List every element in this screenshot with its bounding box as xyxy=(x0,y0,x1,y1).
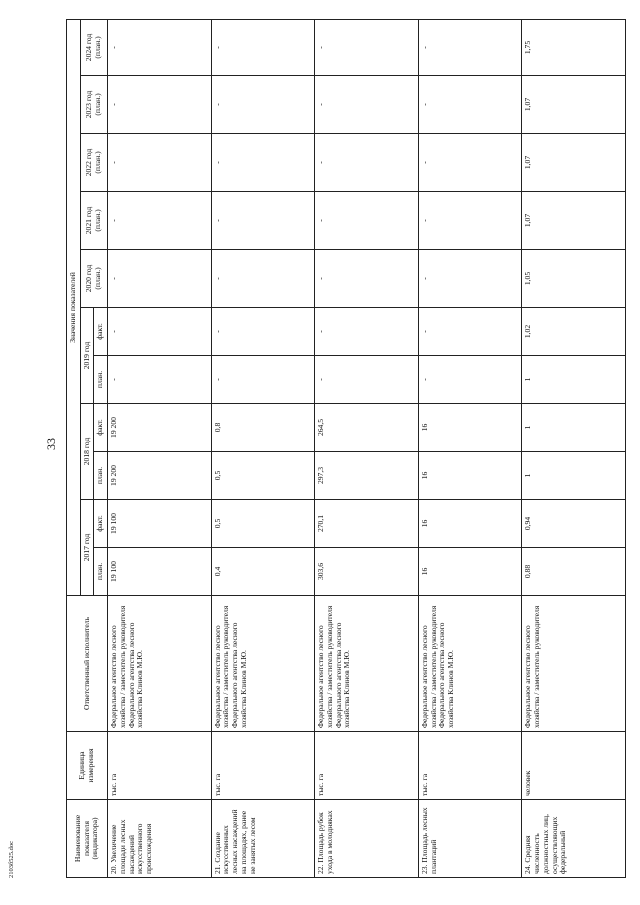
table-row xyxy=(211,19,315,877)
value-cell-v2020: - xyxy=(211,250,315,308)
unit-cell: тыс. га xyxy=(315,732,419,800)
header-2017-fact: факт. xyxy=(94,500,108,548)
responsible-cell: Федеральное агентство лесного хозяйства / заместитель руководителя Федерального агентства лесного хозяйства Клинов М.Ю. xyxy=(108,596,212,732)
responsible-cell: Федеральное агентство лесного хозяйства / заместитель руководителя Федерального агентства лесного хозяйства Клинов М.Ю. xyxy=(418,596,522,732)
value-cell-p2019: - xyxy=(418,356,522,404)
value-cell-v2024: 1,75 xyxy=(522,19,626,75)
value-cell-v2024: - xyxy=(211,19,315,75)
header-2024: 2024 год (план.) xyxy=(80,19,107,75)
value-cell-v2021: - xyxy=(211,192,315,250)
value-cell-v2020: - xyxy=(108,250,212,308)
indicator-name-cell xyxy=(418,800,522,878)
value-cell-f2018: 1 xyxy=(522,404,626,452)
unit-cell: человек xyxy=(522,732,626,800)
footer-filename: 2103б525.doc xyxy=(8,840,15,878)
indicator-name-cell xyxy=(108,800,212,878)
value-cell-v2023: - xyxy=(315,76,419,134)
value-cell-f2019: - xyxy=(418,308,522,356)
value-cell-v2022: - xyxy=(418,134,522,192)
header-responsible: Ответственный исполнитель xyxy=(67,596,108,732)
table-row xyxy=(522,19,626,877)
value-cell-p2017: 16 xyxy=(418,548,522,596)
header-2019-plan: план. xyxy=(94,356,108,404)
value-cell-f2019: - xyxy=(211,308,315,356)
row-number: 23. xyxy=(419,864,429,874)
header-2017: 2017 год xyxy=(80,500,94,596)
table-row xyxy=(418,19,522,877)
value-cell-v2024: - xyxy=(418,19,522,75)
value-cell-v2020: 1,05 xyxy=(522,250,626,308)
value-cell-v2020: - xyxy=(418,250,522,308)
header-2017-plan: план. xyxy=(94,548,108,596)
value-cell-f2018: 16 xyxy=(418,404,522,452)
value-cell-p2018: 1 xyxy=(522,452,626,500)
header-2018-fact: факт. xyxy=(94,404,108,452)
header-2018-plan: план. xyxy=(94,452,108,500)
value-cell-v2021: - xyxy=(418,192,522,250)
value-cell-f2019: - xyxy=(108,308,212,356)
indicators-table xyxy=(66,19,626,878)
header-values: Значения показателей xyxy=(67,19,81,595)
value-cell-f2018: 19 200 xyxy=(108,404,212,452)
indicator-name-cell xyxy=(522,800,626,878)
value-cell-f2018: 0,8 xyxy=(211,404,315,452)
indicator-name-cell xyxy=(315,800,419,878)
value-cell-v2023: 1,07 xyxy=(522,76,626,134)
value-cell-v2024: - xyxy=(315,19,419,75)
value-cell-p2019: - xyxy=(108,356,212,404)
value-cell-p2017: 0,88 xyxy=(522,548,626,596)
value-cell-f2017: 0,5 xyxy=(211,500,315,548)
header-2020: 2020 год (план.) xyxy=(80,250,107,308)
value-cell-v2021: 1,07 xyxy=(522,192,626,250)
responsible-cell: Федеральное агентство лесного хозяйства / заместитель руководителя xyxy=(522,596,626,732)
header-2019-fact: факт. xyxy=(94,308,108,356)
header-2018: 2018 год xyxy=(80,404,94,500)
page-number: 33 xyxy=(44,438,58,450)
unit-cell: тыс. га xyxy=(211,732,315,800)
value-cell-p2019: 1 xyxy=(522,356,626,404)
indicator-name: Площадь рубок ухода в молодняках xyxy=(316,810,334,874)
indicator-name: Средняя численность должностных лиц, осуществляющих федеральный xyxy=(523,813,568,874)
value-cell-p2017: 0,4 xyxy=(211,548,315,596)
table-row xyxy=(108,19,212,877)
value-cell-v2022: - xyxy=(211,134,315,192)
value-cell-p2019: - xyxy=(211,356,315,404)
value-cell-v2022: - xyxy=(108,134,212,192)
value-cell-v2020: - xyxy=(315,250,419,308)
unit-cell: тыс. га xyxy=(108,732,212,800)
value-cell-p2018: 16 xyxy=(418,452,522,500)
value-cell-p2018: 19 200 xyxy=(108,452,212,500)
value-cell-p2019: - xyxy=(315,356,419,404)
row-number: 22. xyxy=(316,864,326,874)
value-cell-v2022: - xyxy=(315,134,419,192)
value-cell-f2017: 0,94 xyxy=(522,500,626,548)
indicator-name-cell xyxy=(211,800,315,878)
value-cell-f2017: 16 xyxy=(418,500,522,548)
header-2019: 2019 год xyxy=(80,308,94,404)
value-cell-p2018: 0,5 xyxy=(211,452,315,500)
value-cell-f2018: 264,5 xyxy=(315,404,419,452)
value-cell-p2017: 303,6 xyxy=(315,548,419,596)
header-2021: 2021 год (план.) xyxy=(80,192,107,250)
value-cell-v2023: - xyxy=(108,76,212,134)
value-cell-f2019: - xyxy=(315,308,419,356)
header-2022: 2022 год (план.) xyxy=(80,134,107,192)
table-body xyxy=(108,19,626,877)
table-row xyxy=(315,19,419,877)
value-cell-v2021: - xyxy=(108,192,212,250)
indicator-name: Создание искусственных лесных насаждений на площадях, ранее не занятых лесом xyxy=(212,809,257,874)
responsible-cell: Федеральное агентство лесного хозяйства / заместитель руководителя Федерального агентства лесного хозяйства Клинов М.Ю. xyxy=(211,596,315,732)
indicator-name: Увеличение площади лесных насаждений искусственного происхождения xyxy=(109,819,154,874)
indicator-name: Площадь лесных плантаций xyxy=(419,807,438,874)
value-cell-v2023: - xyxy=(211,76,315,134)
row-number: 20. xyxy=(109,864,119,874)
value-cell-f2019: 1,02 xyxy=(522,308,626,356)
value-cell-f2017: 19 100 xyxy=(108,500,212,548)
header-unit: Единица измерения xyxy=(67,732,108,800)
indicators-table-rotated xyxy=(66,20,626,878)
value-cell-f2017: 270,1 xyxy=(315,500,419,548)
value-cell-p2018: 297,3 xyxy=(315,452,419,500)
header-2023: 2023 год (план.) xyxy=(80,76,107,134)
value-cell-v2023: - xyxy=(418,76,522,134)
value-cell-v2022: 1,07 xyxy=(522,134,626,192)
value-cell-p2017: 19 100 xyxy=(108,548,212,596)
value-cell-v2021: - xyxy=(315,192,419,250)
value-cell-v2024: - xyxy=(108,19,212,75)
unit-cell: тыс. га xyxy=(418,732,522,800)
responsible-cell: Федеральное агентство лесного хозяйства / заместитель руководителя Федерального агентства лесного хозяйства Клинов М.Ю. xyxy=(315,596,419,732)
header-name: Наименование показателя (индикатора) xyxy=(67,800,108,878)
row-number: 24. xyxy=(523,864,533,874)
row-number: 21. xyxy=(212,864,222,874)
